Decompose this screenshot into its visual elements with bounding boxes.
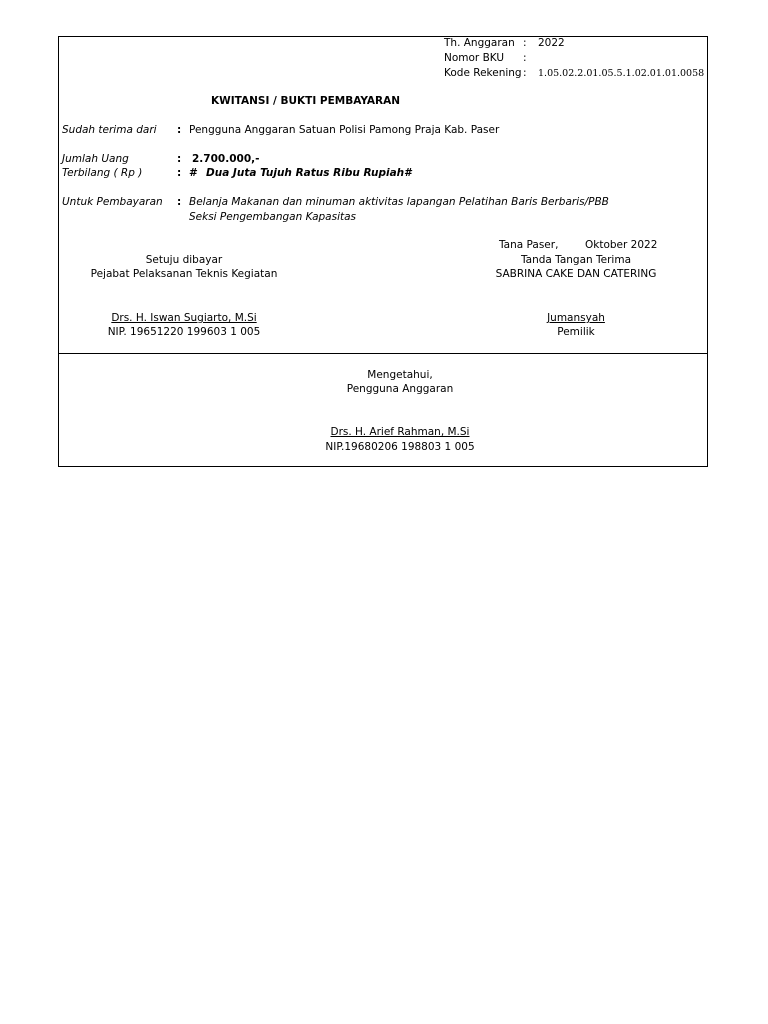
left-sign-line2: Pejabat Pelaksanan Teknis Kegiatan [90,268,278,280]
jumlah-uang-value: 2.700.000,- [192,153,260,165]
jumlah-uang-label: Jumlah Uang [62,153,129,165]
right-sign-role: Pemilik [557,326,595,338]
terbilang-value: Dua Juta Tujuh Ratus Ribu Rupiah# [206,167,412,179]
kode-rekening-colon: : [523,67,527,79]
untuk-pembayaran-line2: Seksi Pengembangan Kapasitas [189,211,357,223]
jumlah-uang-colon: : [177,153,182,165]
untuk-pembayaran-label: Untuk Pembayaran [62,196,163,208]
footer-nip: NIP.19680206 198803 1 005 [325,441,475,453]
left-sign-line1: Setuju dibayar [145,254,223,266]
th-anggaran-colon: : [523,37,527,49]
untuk-pembayaran-colon: : [177,196,182,208]
untuk-pembayaran-line1: Belanja Makanan dan minuman aktivitas lapangan Pelatihan Baris Berbaris/PBB [189,196,609,208]
right-sign-name: Jumansyah [547,312,605,324]
place-text: Tana Paser, [499,239,559,251]
receipt-title: KWITANSI / BUKTI PEMBAYARAN [211,95,401,107]
terbilang-label: Terbilang ( Rp ) [62,167,143,179]
footer-line2: Pengguna Anggaran [346,383,454,395]
left-sign-name: Drs. H. Iswan Sugiarto, M.Si [111,312,257,324]
footer-line1: Mengetahui, [367,369,433,381]
left-sign-nip: NIP. 19651220 199603 1 005 [107,326,261,338]
terbilang-hash: # [189,167,198,179]
date-text: Oktober 2022 [585,239,658,251]
nomor-bku-colon: : [523,52,527,64]
sudah-terima-label: Sudah terima dari [62,124,157,136]
footer-name: Drs. H. Arief Rahman, M.Si [330,426,470,438]
right-sign-line1: Tanda Tangan Terima [520,254,632,266]
sudah-terima-value: Pengguna Anggaran Satuan Polisi Pamong Praja Kab. Paser [189,124,500,136]
right-sign-line2: SABRINA CAKE DAN CATERING [495,268,657,280]
nomor-bku-label: Nomor BKU [444,52,505,64]
kode-rekening-label: Kode Rekening [444,67,522,79]
th-anggaran-value: 2022 [538,37,565,49]
receipt-box [58,36,708,467]
section-divider [59,353,707,354]
sudah-terima-colon: : [177,124,182,136]
kode-rekening-value: 1.05.02.2.01.05.5.1.02.01.01.0058 [538,68,705,79]
terbilang-colon: : [177,167,182,179]
th-anggaran-label: Th. Anggaran [444,37,515,49]
